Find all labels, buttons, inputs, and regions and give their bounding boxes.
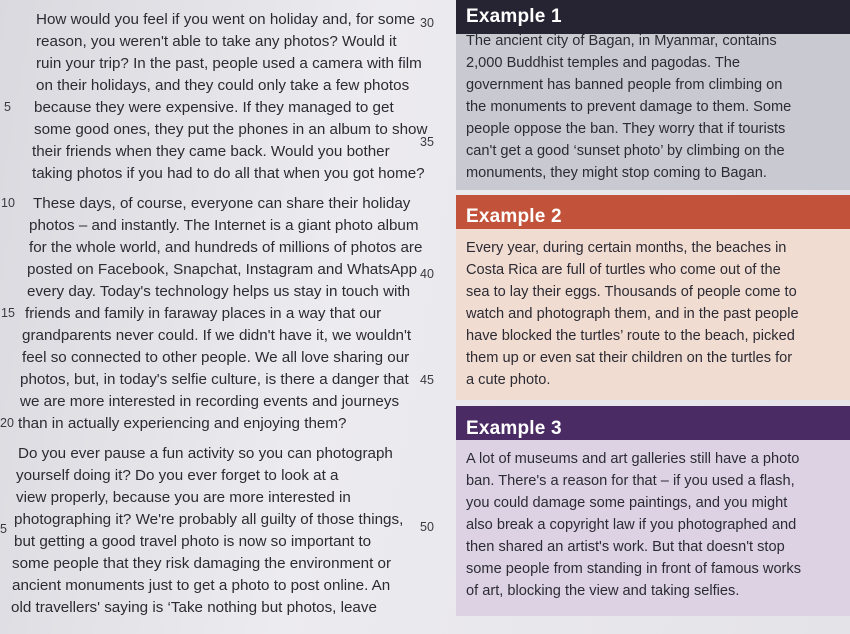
example-line: a cute photo. [466, 372, 551, 388]
example-line: them up or even sat their children on the turtles for [466, 350, 793, 366]
article-line: we are more interested in recording events and journeys [20, 393, 400, 410]
line-number: 15 [1, 306, 15, 320]
example-line: have blocked the turtles’ route to the beach, picked [466, 328, 795, 344]
article-line: posted on Facebook, Snapchat, Instagram and WhatsApp [27, 261, 418, 278]
article-line: feel so connected to other people. We all love sharing our [22, 349, 410, 366]
article-line: reason, you weren't able to take any photos? Would it [36, 33, 397, 50]
article-line: photos, but, in today's selfie culture, is there a danger that [20, 371, 409, 388]
line-number: 45 [420, 373, 434, 387]
article-line: taking photos if you had to do all that when you got home? [32, 165, 425, 182]
article-line: on their holidays, and they could only take a few photos [36, 77, 410, 94]
example-line: government has banned people from climbing on [466, 77, 783, 93]
example-line: then shared an artist's work. But that doesn't stop [466, 539, 785, 555]
example-line: Every year, during certain months, the beaches in [466, 240, 787, 256]
example-line: also break a copyright law if you photographed and [466, 517, 797, 533]
article-line: some people that they risk damaging the environment or [12, 555, 392, 572]
example-line: people oppose the ban. They worry that if tourists [466, 121, 786, 137]
example-line: A lot of museums and art galleries still have a photo [466, 451, 800, 467]
example-box-1 [456, 0, 850, 190]
line-number: 5 [0, 522, 7, 536]
article-line: ruin your trip? In the past, people used a camera with film [36, 55, 422, 72]
example-line: Costa Rica are full of turtles who come out of the [466, 262, 781, 278]
line-number: 10 [1, 196, 15, 210]
article-line: because they were expensive. If they managed to get [34, 99, 394, 116]
article-line: old travellers' saying is ‘Take nothing but photos, leave [11, 599, 377, 616]
example-line: ban. There's a reason for that – if you used a flash, [466, 473, 795, 489]
article-line: These days, of course, everyone can share their holiday [33, 195, 411, 212]
article-line: friends and family in faraway places in a way that our [25, 305, 382, 322]
article-line: photographing it? We're probably all guilty of those things, [14, 511, 404, 528]
article-line: view properly, because you are more interested in [16, 489, 351, 506]
line-number: 35 [420, 135, 434, 149]
example-line: watch and photograph them, and in the past people [466, 306, 799, 322]
example-line: sea to lay their eggs. Thousands of people come to [466, 284, 797, 300]
example-box-2 [456, 195, 850, 400]
article-line: grandparents never could. If we didn't have it, we wouldn't [22, 327, 412, 344]
article-line: How would you feel if you went on holiday and, for some [36, 11, 416, 28]
example-line: the monuments to prevent damage to them. Some [466, 99, 792, 115]
example-line: you could damage some paintings, and you might [466, 495, 788, 511]
line-number: 20 [0, 416, 14, 430]
article-line: some good ones, they put the phones in an album to show [34, 121, 428, 138]
line-number: 40 [420, 267, 434, 281]
example-header [456, 195, 850, 229]
example-header [456, 406, 850, 440]
example-line: 2,000 Buddhist temples and pagodas. The [466, 55, 740, 71]
article-line: than in actually experiencing and enjoying them? [18, 415, 347, 432]
article-line: Do you ever pause a fun activity so you can photograph [18, 445, 393, 462]
article-line: for the whole world, and hundreds of millions of photos are [29, 239, 423, 256]
example-line: The ancient city of Bagan, in Myanmar, contains [466, 33, 777, 49]
article-line: ancient monuments just to get a photo to post online. An [12, 577, 391, 594]
example-line: can't get a good ‘sunset photo’ by climbing on the [466, 143, 785, 159]
example-title: Example 2 [466, 206, 562, 227]
article-line: their friends when they came back. Would you bother [32, 143, 390, 160]
example-title: Example 1 [466, 6, 562, 27]
example-box-3 [456, 406, 850, 616]
article-line: yourself doing it? Do you ever forget to look at a [16, 467, 339, 484]
example-line: of art, blocking the view and taking selfies. [466, 583, 740, 599]
line-number: 30 [420, 16, 434, 30]
example-title: Example 3 [466, 418, 562, 439]
example-line: monuments, they might stop coming to Bagan. [466, 165, 767, 181]
line-number: 5 [4, 100, 11, 114]
article-line: but getting a good travel photo is now so important to [14, 533, 372, 550]
article-line: photos – and instantly. The Internet is a giant photo album [29, 217, 419, 234]
example-line: some people from standing in front of famous works [466, 561, 802, 577]
example-header [456, 0, 850, 34]
line-number: 50 [420, 520, 434, 534]
article-line: every day. Today's technology helps us stay in touch with [27, 283, 411, 300]
